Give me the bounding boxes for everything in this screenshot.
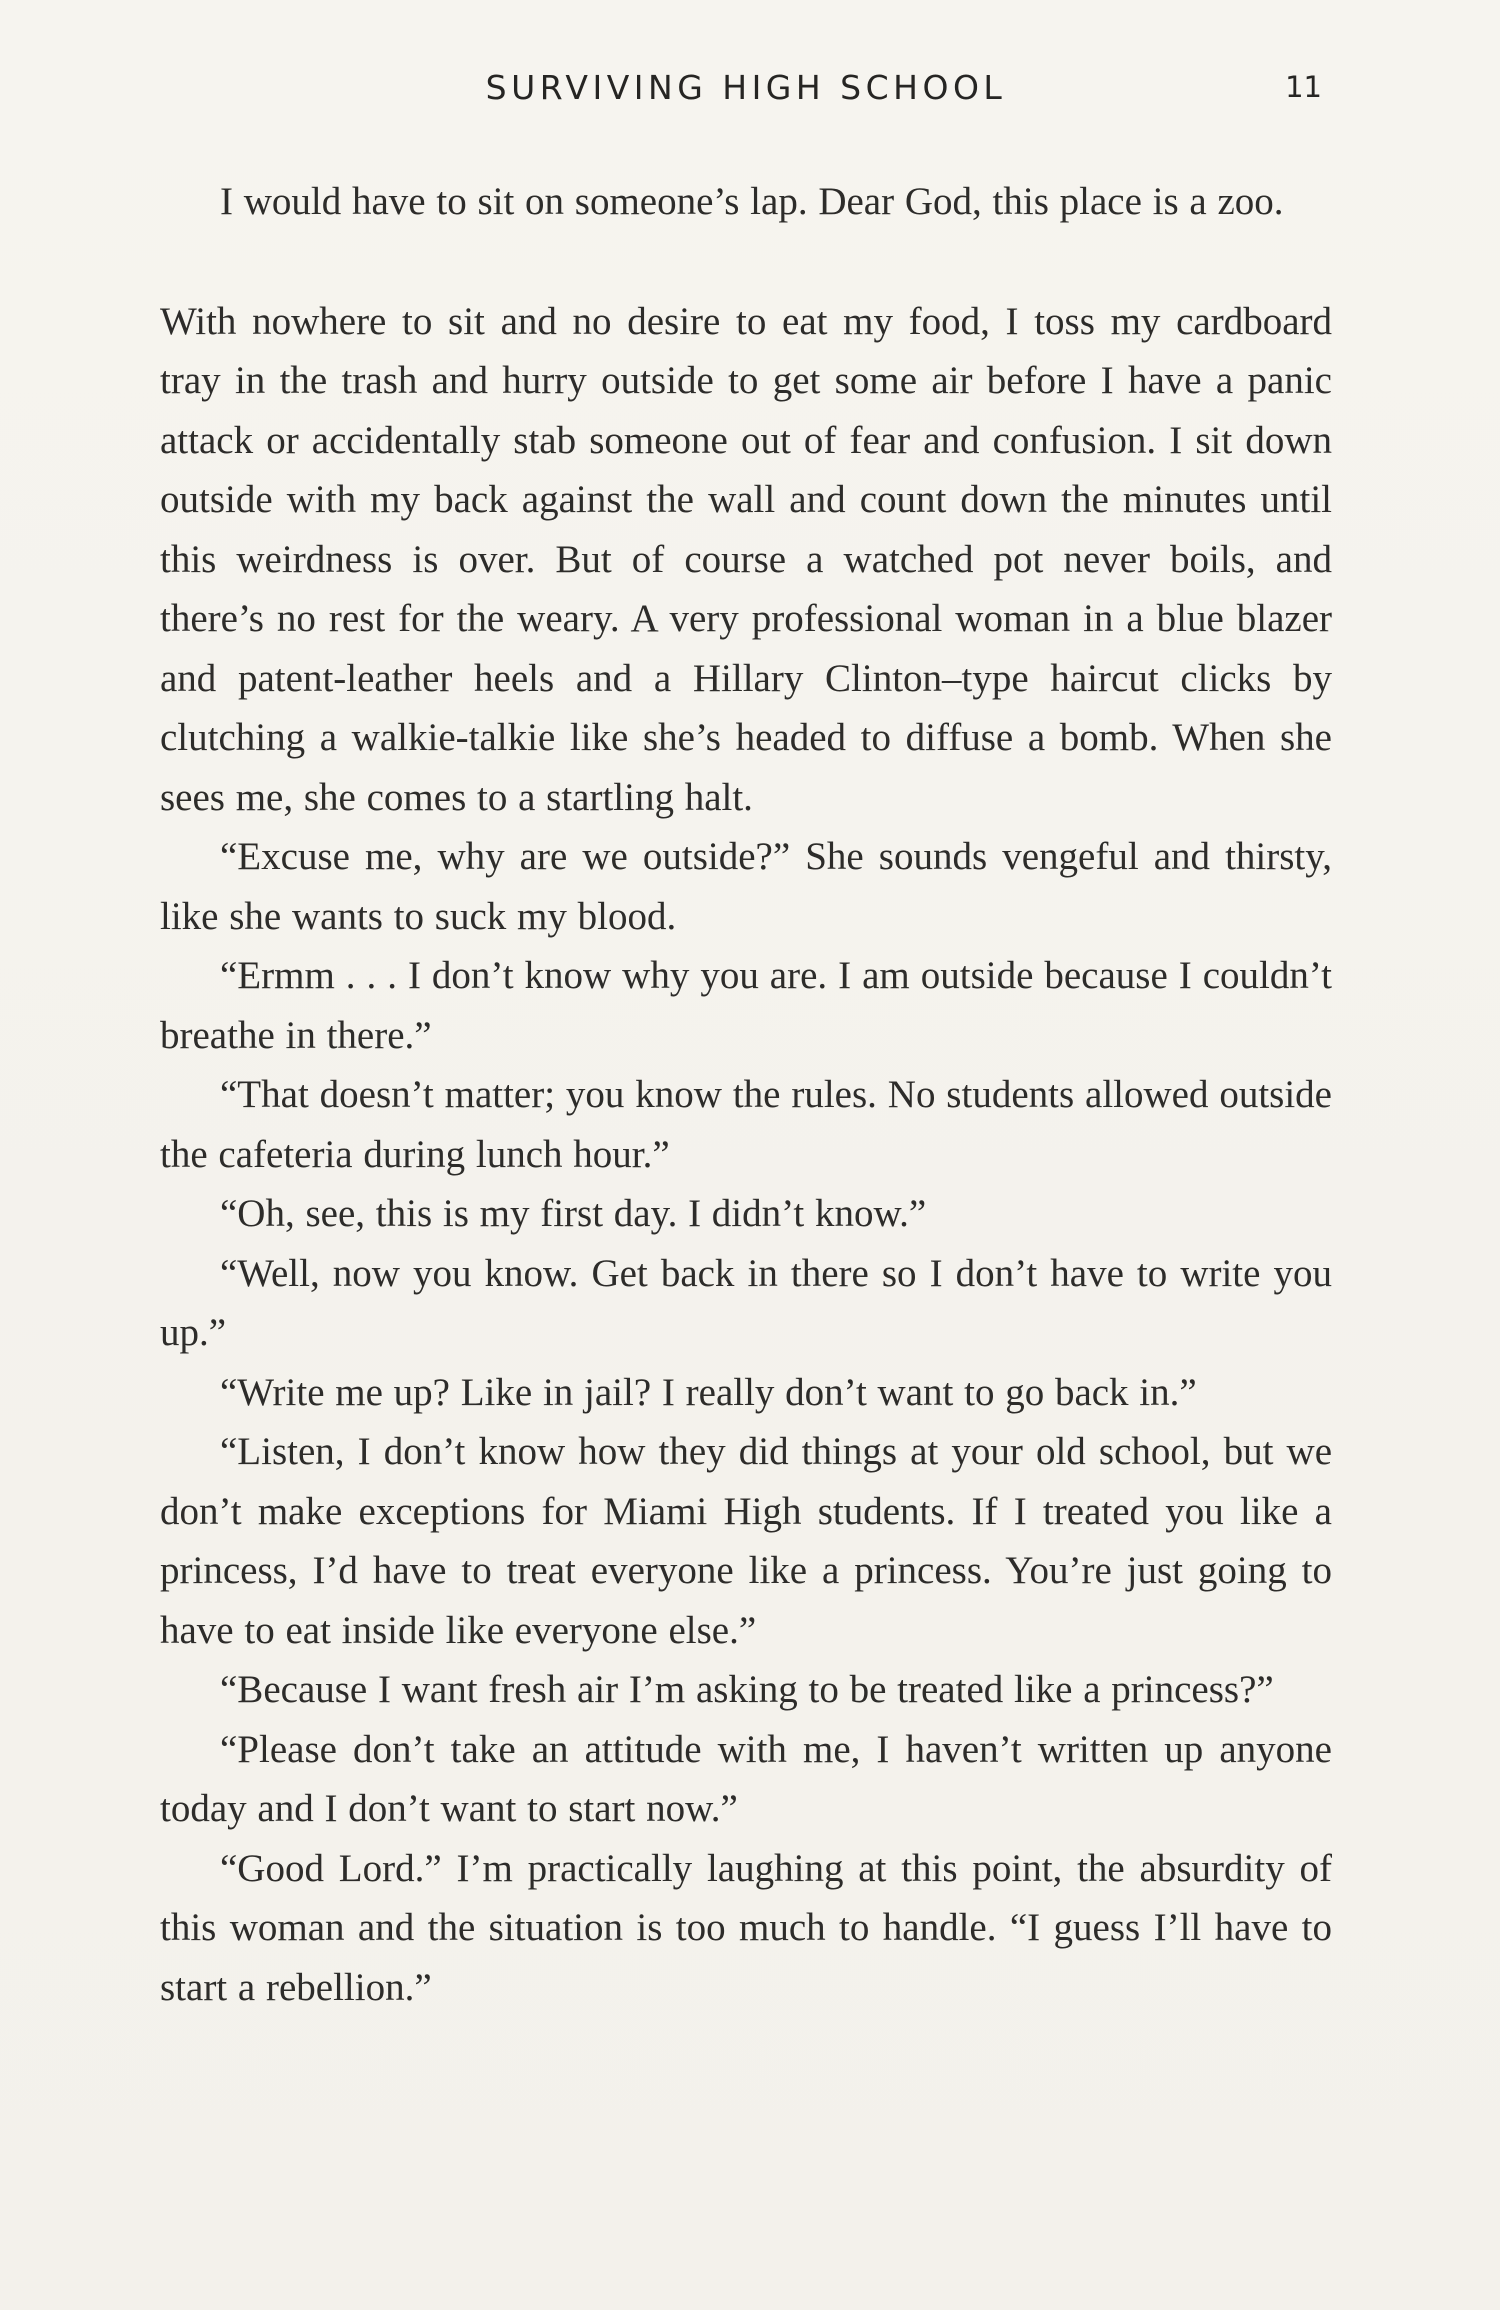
page-number: 11	[1285, 70, 1322, 104]
paragraph: “Because I want fresh air I’m asking to be treated like a princess?”	[220, 1668, 1274, 1711]
paragraph: “Please don’t take an attitude with me, I haven’t written up anyone today and I don’t want to start now.”	[160, 1727, 1332, 1830]
paragraph: “Well, now you know. Get back in there so I don’t have to write you up.”	[160, 1251, 1332, 1354]
paragraph: “Write me up? Like in jail? I really don’t want to go back in.”	[220, 1370, 1197, 1414]
paragraph: “Ermm . . . I don’t know why you are. I am outside because I couldn’t breathe in there.”	[160, 954, 1332, 1057]
italic-passage: I would have to sit on someone’s lap. Dear God, this place is a zoo.	[220, 180, 1284, 223]
paragraph: “Oh, see, this is my first day. I didn’t know.”	[220, 1192, 927, 1235]
paragraph: “Good Lord.” I’m practically laughing at this point, the absurdity of this woman and the situation is too much to handle. “I guess I’ll have to start a rebellion.”	[160, 1846, 1332, 2009]
paragraph: “Listen, I don’t know how they did things at your old school, but we don’t make exceptions for Miami High students. If I treated you like a princess, I’d have to treat everyone like a princess. You’re just going to have to eat inside like everyone else.”	[160, 1430, 1332, 1652]
body-text	[160, 172, 1332, 2017]
paragraph: “Excuse me, why are we outside?” She sounds vengeful and thirsty, like she wants to suck my blood.	[160, 835, 1332, 938]
running-title: SURVIVING HIGH SCHOOL	[485, 68, 1007, 107]
paragraph: “That doesn’t matter; you know the rules. No students allowed outside the cafeteria during lunch hour.”	[160, 1073, 1332, 1176]
running-head	[160, 68, 1332, 118]
paragraph: With nowhere to sit and no desire to eat my food, I toss my cardboard tray in the trash and hurry outside to get some air before I have a panic attack or accidentally stab someone out of fear and confusion. I sit down outside with my back against the wall and count down the minutes until this weirdness is over. But of course a watched pot never boils, and there’s no rest for the weary. A very professional woman in a blue blazer and patent-leather heels and a Hillary Clinton–type haircut clicks by clutching a walkie-talkie like she’s headed to diffuse a bomb. When she sees me, she comes to a startling halt.	[160, 299, 1332, 819]
